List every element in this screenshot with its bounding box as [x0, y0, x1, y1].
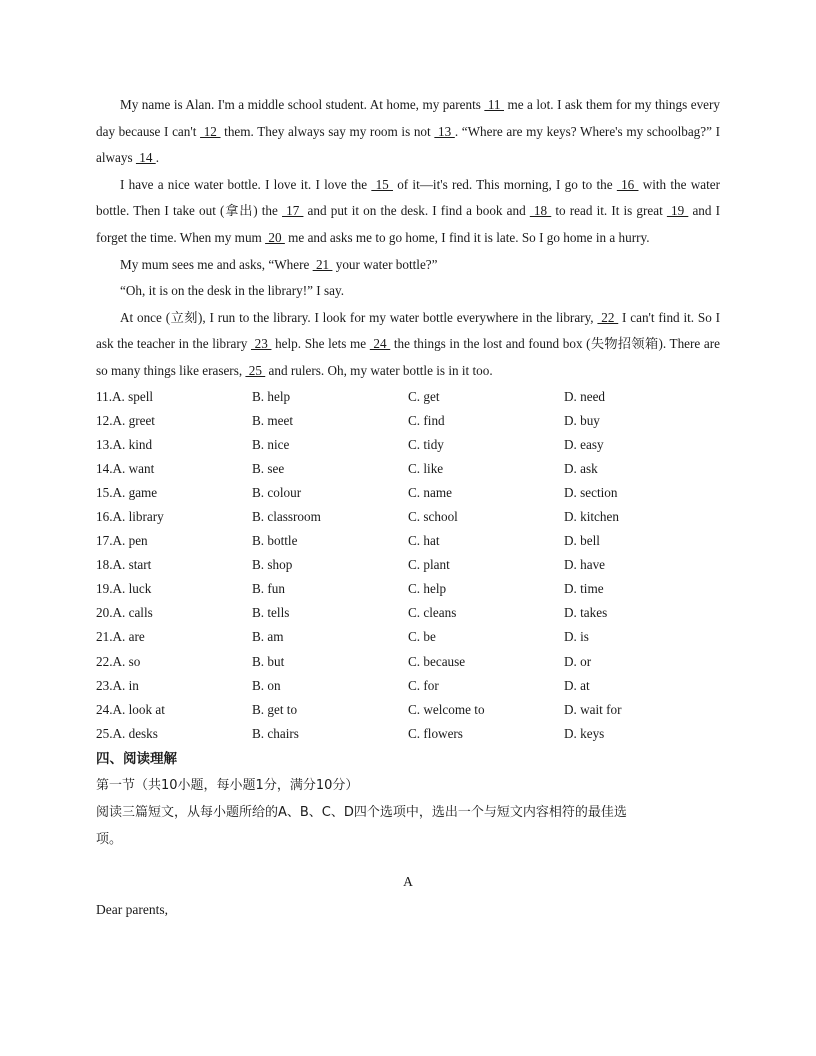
option-a — [96, 601, 252, 625]
passage-text: “Oh, it is on the desk in the library!” I say. — [120, 283, 345, 299]
blank: 13 — [434, 123, 455, 139]
cloze-options — [96, 385, 720, 746]
passage-text: . — [155, 150, 159, 166]
option-c: C. find — [408, 412, 445, 428]
option-row — [96, 650, 720, 674]
option-a-text: A. look at — [112, 701, 165, 717]
option-row — [96, 385, 720, 409]
option-a-text: A. want — [112, 460, 155, 476]
blank: 25 — [245, 362, 266, 378]
option-row — [96, 457, 720, 481]
passage-text: me and asks me to go home, I find it is late. So I go home in a hurry. — [284, 229, 650, 245]
option-a-text: A. luck — [112, 581, 152, 597]
question-number: 19. — [96, 581, 113, 597]
option-row — [96, 409, 720, 433]
option-a — [96, 722, 252, 746]
option-a — [96, 650, 252, 674]
blank: 19 — [666, 203, 689, 219]
question-number: 11. — [96, 388, 112, 404]
option-c: C. like — [408, 460, 444, 476]
option-c: C. flowers — [408, 725, 463, 741]
passage-paragraph — [96, 278, 720, 305]
passage-text: them. They always say my room is not — [220, 123, 435, 139]
option-b: B. on — [252, 677, 281, 693]
option-d: D. is — [564, 629, 589, 645]
passage-paragraph — [96, 92, 720, 172]
passage-a-label: A — [403, 873, 413, 889]
option-b: B. get to — [252, 701, 298, 717]
option-c: C. welcome to — [408, 701, 485, 717]
question-number: 16. — [96, 509, 113, 524]
cloze-passage — [96, 92, 720, 385]
question-number: 14. — [96, 460, 113, 476]
question-number: 22. — [96, 653, 113, 669]
option-d: D. takes — [564, 605, 608, 621]
passage-text: I have a nice water bottle. I love it. I love the — [120, 176, 372, 192]
option-a — [96, 385, 252, 409]
blank: 21 — [312, 256, 333, 272]
option-a-text: A. library — [112, 509, 164, 524]
option-a-text: A. start — [112, 557, 152, 573]
option-row — [96, 625, 720, 649]
option-row — [96, 698, 720, 722]
option-row — [96, 601, 720, 625]
blank: 22 — [597, 309, 619, 325]
blank: 18 — [529, 203, 552, 219]
option-d: D. easy — [564, 436, 604, 452]
option-c: C. plant — [408, 557, 450, 573]
passage-text: me a lot. I ask them for my things every day because I can't — [96, 97, 721, 139]
option-c: C. name — [408, 484, 452, 500]
passage-text: the things in the lost and found box (失物招领箱). There are so many things like erasers, — [96, 336, 720, 378]
option-a — [96, 529, 252, 553]
option-b: B. tells — [252, 605, 290, 621]
blank: 16 — [616, 176, 639, 192]
option-row — [96, 674, 720, 698]
passage-paragraph — [96, 252, 720, 279]
option-d: D. ask — [564, 460, 598, 476]
option-d: D. at — [564, 677, 590, 693]
option-b: B. meet — [252, 412, 294, 428]
option-a — [96, 433, 252, 457]
option-c: C. because — [408, 653, 466, 669]
passage-text: and put it on the desk. I find a book and — [303, 203, 530, 219]
option-c: C. get — [408, 388, 440, 404]
option-d: D. buy — [564, 412, 600, 428]
option-row — [96, 481, 720, 505]
option-a-text: A. so — [112, 653, 141, 669]
question-number: 24. — [96, 701, 113, 717]
option-a-text: A. spell — [112, 388, 154, 404]
option-a — [96, 553, 252, 577]
option-row — [96, 553, 720, 577]
question-number: 21. — [96, 629, 113, 645]
passage-text: your water bottle?” — [332, 256, 438, 272]
option-b: B. classroom — [252, 509, 321, 524]
option-b: B. shop — [252, 557, 293, 573]
passage-text: of it—it's red. This morning, I go to the — [392, 176, 617, 192]
option-a-text: A. kind — [112, 436, 153, 452]
option-a — [96, 674, 252, 698]
option-a-text: A. game — [112, 484, 158, 500]
passage-text: to read it. It is great — [551, 203, 667, 219]
option-d: D. need — [564, 388, 606, 404]
option-a — [96, 457, 252, 481]
blank: 24 — [369, 336, 391, 352]
option-c: C. be — [408, 629, 436, 645]
option-d: D. bell — [564, 533, 600, 549]
section-subtitle: 第一节（共10小题，每小题1分，满分10分） — [96, 777, 359, 793]
passage-text: and rulers. Oh, my water bottle is in it too. — [265, 362, 493, 378]
option-a — [96, 577, 252, 601]
passage-paragraph — [96, 172, 720, 252]
blank: 12 — [200, 123, 221, 139]
blank: 23 — [251, 336, 272, 352]
passage-text: My name is Alan. I'm a middle school student. At home, my parents — [120, 97, 485, 112]
option-c: C. school — [408, 509, 458, 524]
option-b: B. bottle — [252, 533, 298, 549]
option-b: B. colour — [252, 484, 302, 500]
passage-text: I can't find it. So I ask the teacher in the library — [96, 309, 721, 352]
option-b: B. help — [252, 388, 291, 404]
question-number: 23. — [96, 677, 113, 693]
question-number: 18. — [96, 557, 113, 573]
option-a-text: A. greet — [112, 412, 155, 428]
option-a — [96, 409, 252, 433]
passage-text: . “Where are my keys? Where's my schoolbag?” I always — [96, 123, 721, 166]
blank: 14 — [135, 150, 156, 166]
option-row — [96, 433, 720, 457]
document-page — [96, 92, 720, 925]
passage-text: with the water bottle. Then I take out (拿出) the — [96, 176, 720, 219]
blank: 11 — [484, 97, 504, 112]
passage-text: My mum sees me and asks, “Where — [120, 256, 313, 272]
option-row — [96, 722, 720, 746]
option-row — [96, 577, 720, 601]
option-d: D. wait for — [564, 701, 622, 717]
option-d: D. have — [564, 557, 606, 573]
blank: 17 — [282, 203, 304, 219]
question-number: 17. — [96, 533, 113, 549]
section-instruction-line2: 项。 — [96, 831, 123, 847]
blank: 20 — [265, 229, 285, 245]
option-a-text: A. in — [112, 677, 139, 693]
section-instruction-line1: 阅读三篇短文，从每小题所给的A、B、C、D四个选项中，选出一个与短文内容相符的最佳选 — [96, 804, 627, 820]
option-a-text: A. calls — [112, 605, 153, 621]
option-b: B. but — [252, 653, 285, 669]
option-a — [96, 625, 252, 649]
question-number: 15. — [96, 484, 113, 500]
option-d: D. or — [564, 653, 592, 669]
option-b: B. fun — [252, 581, 285, 597]
option-a — [96, 505, 252, 529]
option-d: D. kitchen — [564, 509, 619, 524]
passage-text: At once (立刻), I run to the library. I look for my water bottle everywhere in the library, — [120, 309, 598, 325]
option-b: B. am — [252, 629, 284, 645]
option-d: D. keys — [564, 725, 605, 741]
option-b: B. chairs — [252, 725, 299, 741]
question-number: 20. — [96, 605, 113, 621]
option-a — [96, 481, 252, 505]
option-c: C. hat — [408, 533, 440, 549]
option-row — [96, 505, 720, 529]
option-d: D. time — [564, 581, 604, 597]
passage-text: help. She lets me — [271, 336, 370, 352]
blank: 15 — [371, 176, 393, 192]
option-d: D. section — [564, 484, 618, 500]
question-number: 12. — [96, 412, 113, 428]
question-number: 25. — [96, 725, 113, 741]
option-a-text: A. pen — [112, 533, 148, 549]
option-a — [96, 698, 252, 722]
option-c: C. help — [408, 581, 447, 597]
section-title: 四、阅读理解 — [96, 750, 177, 767]
passage-text: and I forget the time. When my mum — [96, 203, 721, 245]
option-c: C. cleans — [408, 605, 457, 621]
option-b: B. nice — [252, 436, 290, 452]
option-row — [96, 529, 720, 553]
option-c: C. for — [408, 677, 439, 693]
option-a-text: A. desks — [112, 725, 158, 741]
question-number: 13. — [96, 436, 113, 452]
option-a-text: A. are — [112, 629, 145, 645]
option-c: C. tidy — [408, 436, 444, 452]
passage-paragraph — [96, 305, 720, 385]
option-b: B. see — [252, 460, 285, 476]
passage-a-greeting: Dear parents, — [96, 901, 168, 917]
